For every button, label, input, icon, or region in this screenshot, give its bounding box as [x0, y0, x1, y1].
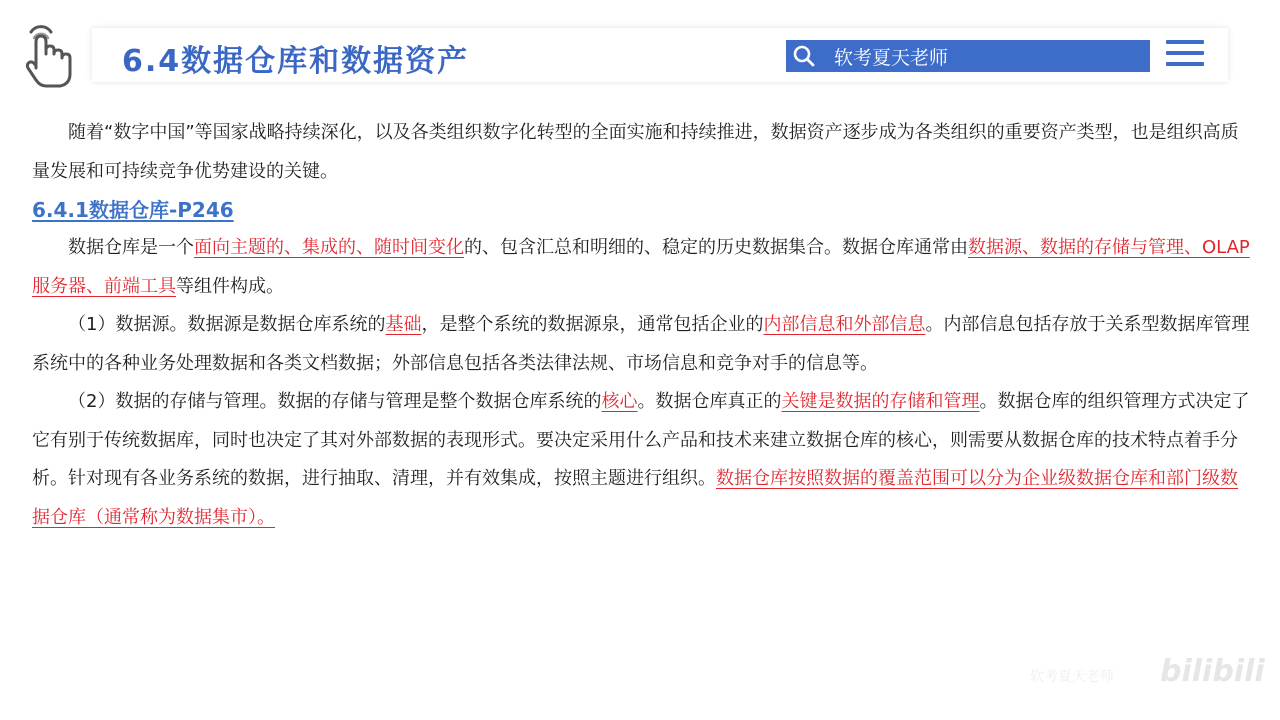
- section-heading[interactable]: 6.4.1数据仓库-P246: [32, 198, 234, 222]
- storage-highlight-2: 关键是数据的存储和管理: [781, 391, 980, 412]
- main-content: [32, 114, 1252, 537]
- storage-highlight-1: 核心: [601, 391, 638, 412]
- intro-text: 随着“数字中国”等国家战略持续深化，以及各类组织数字化转型的全面实施和持续推进，数据资产逐步成为各类组织的重要资产类型，也是组织高质量发展和可持续竞争优势建设的关键。: [32, 122, 1239, 182]
- definition-paragraph: [32, 229, 1252, 306]
- definition-text-1: 数据仓库是一个: [68, 237, 194, 258]
- source-highlight-2: 内部信息和外部信息: [763, 314, 926, 335]
- search-bar[interactable]: [786, 40, 1150, 72]
- intro-paragraph: [32, 114, 1252, 191]
- source-text-2: ，是整个系统的数据源泉，通常包括企业的: [421, 314, 764, 335]
- bilibili-watermark: bilibili: [1160, 654, 1265, 689]
- page-title: 6.4数据仓库和数据资产: [122, 44, 470, 79]
- hamburger-menu-icon[interactable]: [1166, 40, 1204, 72]
- storage-highlight-3: 数据仓库按照数据的覆盖范围可以分为企业级数据仓库和部门级数据仓库（通常称为数据集市）。: [32, 468, 1238, 528]
- hand-pointer-icon: [22, 24, 74, 88]
- definition-text-3: 等组件构成。: [176, 275, 284, 297]
- storage-text-1: （2）数据的存储与管理。数据的存储与管理是整个数据仓库系统的: [68, 391, 602, 412]
- storage-text-2: 。数据仓库真正的: [637, 391, 782, 412]
- search-icon[interactable]: [788, 40, 820, 72]
- source-highlight-1: 基础: [385, 314, 422, 335]
- source-text-3: 。内部信息包括存放于关系型数据库管理系统中的各种业务处理数据和各类文档数据；外部信息包括各类法律法规、市场信息和竞争对手的信息等。: [32, 314, 1250, 374]
- header-bar: [92, 28, 1228, 82]
- definition-text-2: 的、包含汇总和明细的、稳定的历史数据集合。数据仓库通常由: [464, 237, 968, 258]
- search-text: 软考夏天老师: [834, 46, 949, 69]
- source-text-1: （1）数据源。数据源是数据仓库系统的: [68, 314, 386, 335]
- watermark-author: 软考夏天老师: [1030, 669, 1114, 685]
- storage-paragraph: [32, 383, 1252, 537]
- data-source-paragraph: [32, 306, 1252, 383]
- definition-highlight-1: 面向主题的、集成的、随时间变化: [194, 237, 464, 258]
- definition-highlight-2: 数据源、数据的存储与管理、OLAP服务器、前端工具: [32, 237, 1250, 297]
- storage-text-3: 。数据仓库的组织管理方式决定了它有别于传统数据库，同时也决定了其对外部数据的表现形式。要决定采用什么产品和技术来建立数据仓库的核心，则需要从数据仓库的技术特点着手分析。针对现有各业务系统的数据，进行抽取、清理，并有效集成，按照主题进行组织。: [32, 391, 1250, 489]
